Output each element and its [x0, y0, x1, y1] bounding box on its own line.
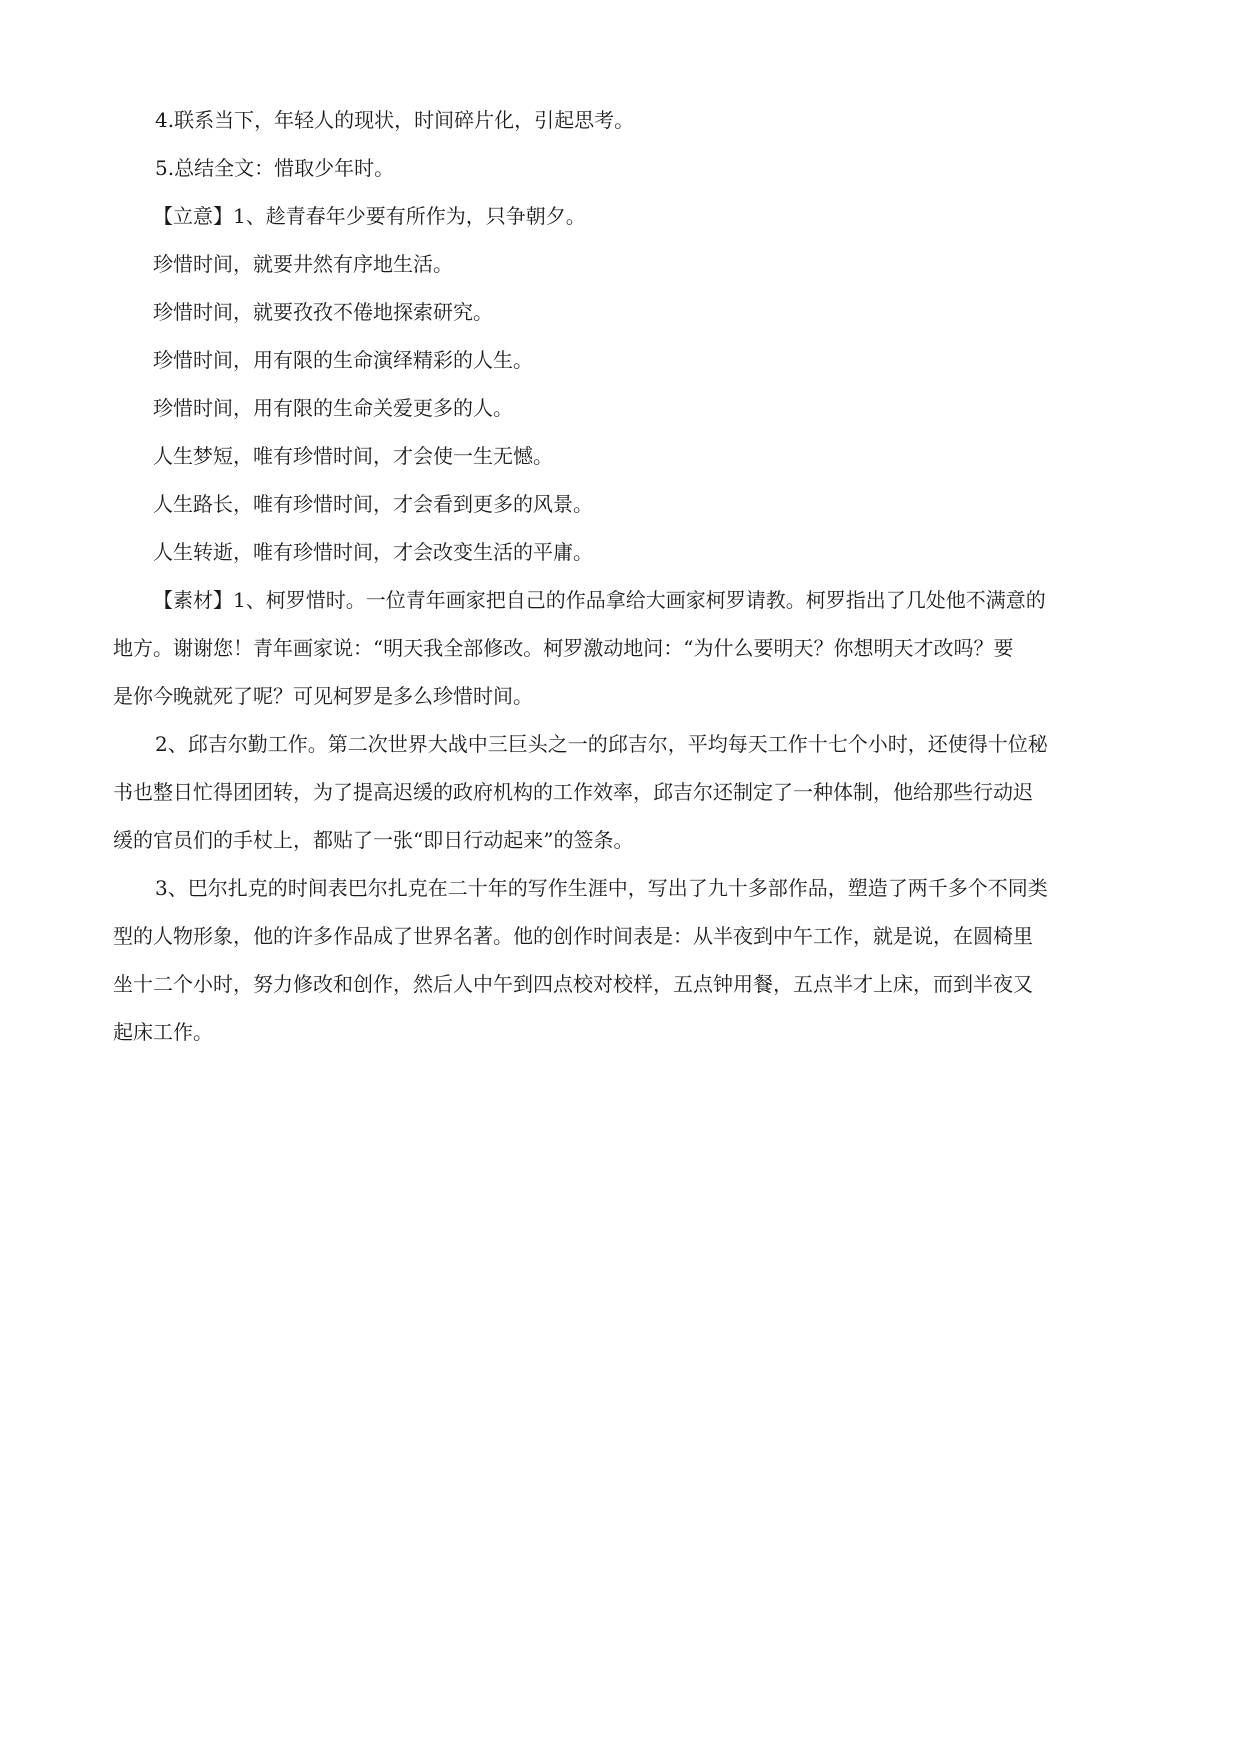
text-line-7: 珍惜时间，用有限的生命关爱更多的人。: [153, 396, 513, 420]
material-1-line-1: 【素材】1、柯罗惜时。一位青年画家把自己的作品拿给大画家柯罗请教。柯罗指出了几处他不满意的: [153, 588, 1046, 612]
document-body: [113, 96, 1125, 1056]
text-line-5: 珍惜时间，就要孜孜不倦地探索研究。: [153, 300, 493, 324]
text-line-9: 人生路长，唯有珍惜时间，才会看到更多的风景。: [153, 492, 593, 516]
text-line-3: 【立意】1、趁青春年少要有所作为，只争朝夕。: [153, 204, 586, 228]
material-3-line-1: 3、巴尔扎克的时间表巴尔扎克在二十年的写作生涯中，写出了九十多部作品，塑造了两千多个不同类: [155, 876, 1048, 900]
material-3-line-4: 起床工作。: [113, 1020, 213, 1044]
text-line-8: 人生梦短，唯有珍惜时间，才会使一生无憾。: [153, 444, 553, 468]
text-line-1: 4.联系当下，年轻人的现状，时间碎片化，引起思考。: [155, 108, 635, 132]
material-1-line-2: 地方。谢谢您！青年画家说：“明天我全部修改。柯罗激动地问：“为什么要明天？你想明天才改吗？要: [113, 636, 1014, 660]
text-line-4: 珍惜时间，就要井然有序地生活。: [153, 252, 453, 276]
text-line-2: 5.总结全文：惜取少年时。: [155, 156, 395, 180]
text-line-10: 人生转逝，唯有珍惜时间，才会改变生活的平庸。: [153, 540, 593, 564]
text-line-6: 珍惜时间，用有限的生命演绎精彩的人生。: [153, 348, 533, 372]
material-2-line-2: 书也整日忙得团团转，为了提高迟缓的政府机构的工作效率，邱吉尔还制定了一种体制，他给那些行动迟: [113, 780, 1033, 804]
material-3-line-3: 坐十二个小时，努力修改和创作，然后人中午到四点校对校样，五点钟用餐，五点半才上床，而到半夜又: [113, 972, 1033, 996]
material-3-line-2: 型的人物形象，他的许多作品成了世界名著。他的创作时间表是：从半夜到中午工作，就是说，在圆椅里: [113, 924, 1033, 948]
material-2-line-1: 2、邱吉尔勤工作。第二次世界大战中三巨头之一的邱吉尔，平均每天工作十七个小时，还使得十位秘: [155, 732, 1048, 756]
material-2-line-3: 缓的官员们的手杖上，都贴了一张“即日行动起来”的签条。: [113, 828, 634, 852]
material-1-line-3: 是你今晚就死了呢？可见柯罗是多么珍惜时间。: [113, 684, 533, 708]
